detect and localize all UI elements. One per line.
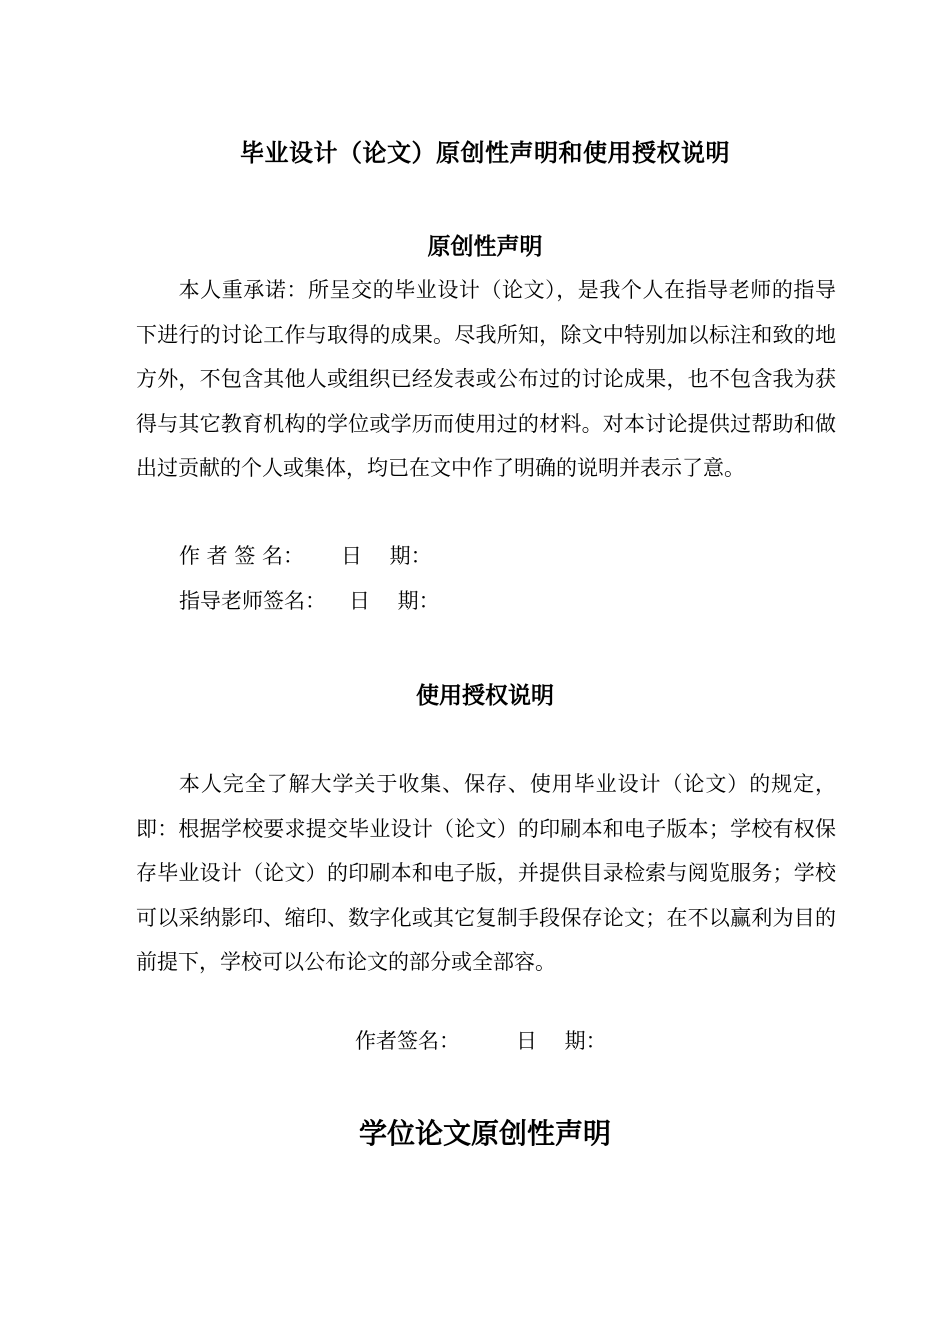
author-date-label: 日 期： [341, 544, 432, 568]
advisor-date-label: 日 期： [349, 589, 440, 613]
advisor-signature-label: 指导老师签名： [179, 589, 326, 613]
authorization-heading: 使用授权说明 [416, 683, 554, 709]
originality-paragraph [136, 268, 836, 491]
author-signature-label: 作 者 签 名： [179, 544, 305, 568]
originality-heading: 原创性声明 [427, 234, 543, 260]
authorization-date-label: 日 期： [516, 1029, 607, 1053]
originality-text: 本人重承诺：所呈交的毕业设计（论文），是我个人在指导老师的指导下进行的讨论工作与取得的成果。尽我所知，除文中特别加以标注和致的地方外，不包含其他人或组织已经发表或公布过的讨论成果，也不包含我为获得与其它教育机构的学位或学历而使用过的材料。对本讨论提供过帮助和做出过贡献的个人或集体，均已在文中作了明确的说明并表示了意。 [136, 278, 836, 481]
authorization-paragraph [136, 762, 836, 985]
authorization-text: 本人完全了解大学关于收集、保存、使用毕业设计（论文）的规定，即：根据学校要求提交毕业设计（论文）的印刷本和电子版本；学校有权保存毕业设计（论文）的印刷本和电子版，并提供目录检索与阅览服务；学校可以采纳影印、缩印、数字化或其它复制手段保存论文；在不以赢利为目的前提下，学校可以公布论文的部分或全部容。 [136, 772, 836, 975]
degree-originality-title: 学位论文原创性声明 [358, 1117, 611, 1150]
main-title: 毕业设计（论文）原创性声明和使用授权说明 [240, 139, 730, 167]
authorization-signature-label: 作者签名： [355, 1029, 460, 1053]
